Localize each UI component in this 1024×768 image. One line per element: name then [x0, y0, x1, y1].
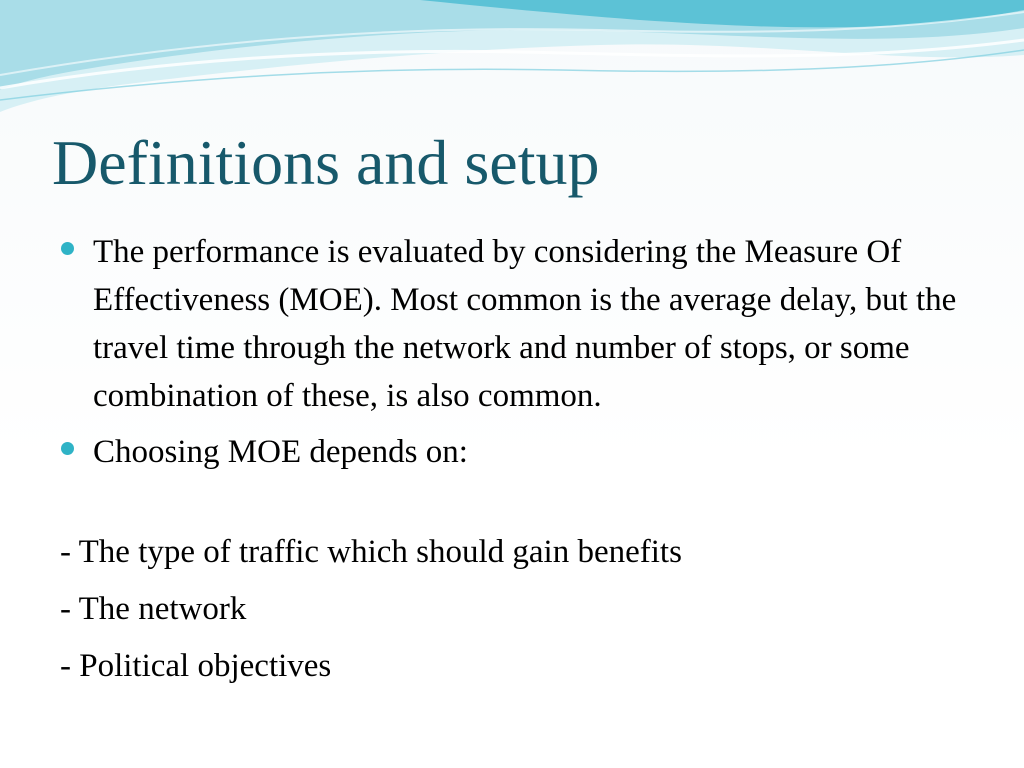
slide-content: [60, 228, 970, 476]
slide-title: Definitions and setup: [52, 127, 600, 198]
dash-item: - The type of traffic which should gain benefits: [60, 534, 682, 570]
header-wave-decoration: [0, 0, 1024, 130]
bullet-text: The performance is evaluated by considering the Measure Of Effectiveness (MOE). Most common is the average delay, but the travel time through the network and number of stops, or some combination of these, is also common.: [93, 234, 957, 414]
bullet-text: Choosing MOE depends on:: [93, 434, 468, 470]
dash-list: [60, 528, 970, 690]
bullet-item: [60, 428, 970, 476]
dash-item: - Political objectives: [60, 648, 332, 684]
dash-item: - The network: [60, 591, 247, 627]
bullet-item: [60, 228, 970, 420]
bullet-dot-icon: [61, 442, 74, 455]
bullet-dot-icon: [61, 242, 74, 255]
